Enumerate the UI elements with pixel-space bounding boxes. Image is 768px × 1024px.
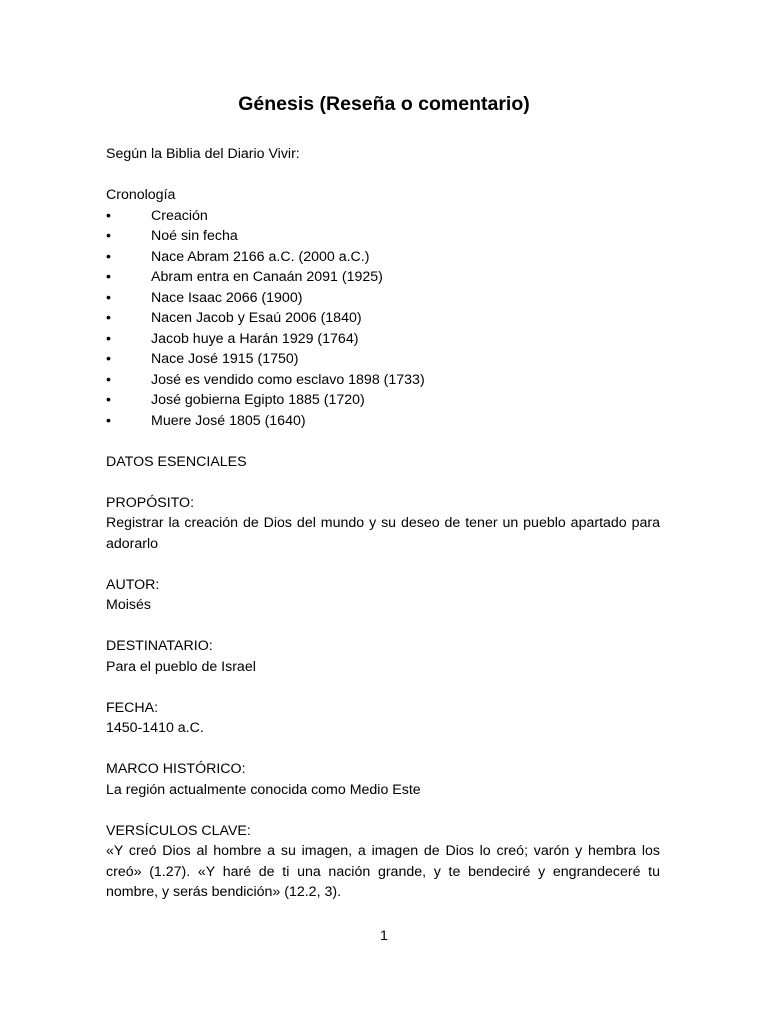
recipient-text: Para el pueblo de Israel	[106, 658, 256, 675]
bullet-icon: •	[106, 392, 111, 408]
spacer	[106, 616, 660, 637]
list-item-text: Creación	[151, 207, 208, 224]
list-item-text: Nace Isaac 2066 (1900)	[151, 289, 303, 306]
list-item	[106, 247, 660, 268]
bullet-icon: •	[106, 269, 111, 285]
spacer	[106, 677, 660, 698]
bullet-icon: •	[106, 412, 111, 429]
list-item	[106, 267, 660, 288]
list-item	[106, 329, 660, 350]
list-item	[106, 349, 660, 370]
document-title: Génesis (Reseña o comentario)	[238, 93, 530, 115]
list-item	[106, 308, 660, 329]
list-item-text: Abram entra en Canaán 2091 (1925)	[151, 269, 383, 285]
bullet-icon: •	[106, 289, 111, 306]
list-item	[106, 226, 660, 247]
spacer	[106, 431, 660, 452]
chronology-heading: Cronología	[106, 187, 176, 203]
list-item-text: José es vendido como esclavo 1898 (1733)	[151, 371, 425, 388]
date-label: FECHA:	[106, 699, 159, 716]
list-item	[106, 206, 660, 227]
bullet-icon: •	[106, 228, 111, 244]
spacer	[106, 472, 660, 493]
list-item	[106, 288, 660, 309]
list-item-text: Noé sin fecha	[151, 228, 238, 244]
list-item-text: José gobierna Egipto 1885 (1720)	[151, 392, 365, 408]
author-text: Moisés	[106, 597, 151, 613]
intro-text: Según la Biblia del Diario Vivir:	[106, 146, 300, 162]
list-item	[106, 390, 660, 411]
list-item-text: Jacob huye a Harán 1929 (1764)	[151, 330, 359, 347]
setting-text: La región actualmente conocida como Medio Este	[106, 781, 421, 798]
bullet-icon: •	[106, 351, 111, 367]
purpose-text: Registrar la creación de Dios del mundo y su deseo de tener un pueblo apartado para adorarlo	[106, 515, 660, 552]
document-body	[106, 144, 660, 903]
key-verses-label: VERSÍCULOS CLAVE:	[106, 822, 251, 839]
spacer	[106, 165, 660, 186]
purpose-label: PROPÓSITO:	[106, 494, 195, 511]
list-item	[106, 370, 660, 391]
page-number: 1	[380, 928, 388, 944]
list-item-text: Nacen Jacob y Esaú 2006 (1840)	[151, 310, 362, 326]
recipient-label: DESTINATARIO:	[106, 638, 213, 654]
chronology-list	[106, 206, 660, 432]
spacer	[106, 739, 660, 760]
essentials-heading: DATOS ESENCIALES	[106, 453, 247, 470]
author-label: AUTOR:	[106, 576, 160, 593]
list-item	[106, 411, 660, 432]
setting-label: MARCO HISTÓRICO:	[106, 761, 246, 777]
key-verses-text: «Y creó Dios al hombre a su imagen, a imagen de Dios lo creó; varón y hembra los creó» (1.27). «Y haré de ti una nación grande, y te bendeciré y engrandeceré tu nombre, y serás bendición» (12.2, 3).	[106, 843, 660, 900]
list-item-text: Nace Abram 2166 a.C. (2000 a.C.)	[151, 248, 370, 265]
list-item-text: Muere José 1805 (1640)	[151, 412, 306, 429]
bullet-icon: •	[106, 248, 111, 265]
bullet-icon: •	[106, 310, 111, 326]
bullet-icon: •	[106, 371, 111, 388]
bullet-icon: •	[106, 330, 111, 347]
date-text: 1450-1410 a.C.	[106, 720, 204, 736]
bullet-icon: •	[106, 207, 111, 224]
list-item-text: Nace José 1915 (1750)	[151, 351, 299, 367]
spacer	[106, 800, 660, 821]
spacer	[106, 554, 660, 575]
